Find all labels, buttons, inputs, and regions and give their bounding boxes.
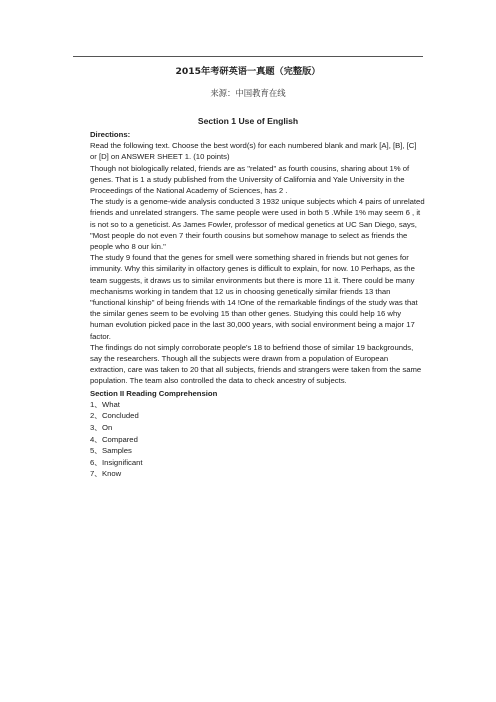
answer-item: 4、Compared <box>90 434 138 444</box>
answer-item: 1、What <box>90 399 120 409</box>
paragraph-4: The findings do not simply corroborate people's 18 to befriend those of similar 19 backgrounds, say the researchers. Though all the subjects were drawn from a population of European extraction, care was taken to 20 that all subjects, friends and strangers were taken from the same population. The team also controlled the data to check ancestry of subjects. <box>90 342 422 386</box>
directions-text: Read the following text. Choose the best word(s) for each numbered blank and mark [A], [B], [C] or [D] on ANSWER SHEET 1. (10 points) <box>90 141 417 162</box>
directions-label: Directions: <box>90 130 131 139</box>
answer-item: 7、Know <box>90 469 122 479</box>
section-2-heading: Section II Reading Comprehension <box>90 388 218 398</box>
answer-item: 2、Concluded <box>90 411 139 421</box>
header-rule <box>73 56 423 57</box>
answer-item: 5、Samples <box>90 446 132 456</box>
answer-item: 3、On <box>90 423 113 433</box>
paragraph-3: The study 9 found that the genes for smell were something shared in friends but not genes for immunity. Why this similarity in olfactory genes is difficult to explain, for now. 10 Perhaps, as the team suggests, it draws us to similar environments but there is more 11 it. There could be many mechanisms working in tandem that 12 us in choosing genetically similar friends 13 than "functional kinship" of being friends with 14 !One of the remarkable findings of the study was that the similar genes seem to be evolving 15 than other genes. Studying this could help 16 why human evolution picked pace in the last 30,000 years, with social environment being a major 17 factor. <box>90 253 418 341</box>
document-source: 来源：中国教育在线 <box>210 88 286 98</box>
document-title: 2015年考研英语一真题（完整版） <box>175 66 321 77</box>
section-1-heading: Section 1 Use of English <box>197 116 299 126</box>
paragraph-2: The study is a genome-wide analysis conducted 3 1932 unique subjects which 4 pairs of unrelated friends and unrelated strangers. The same people were used in both 5 .While 1% may seem 6 , it is not so to a geneticist. As James Fowler, professor of medical genetics at UC San Diego, says, "Most people do not even 7 their fourth cousins but somehow manage to select as friends the people who 8 our kin." <box>90 197 425 252</box>
answer-item: 6、Insignificant <box>90 457 143 467</box>
paragraph-1: Though not biologically related, friends are as "related" as fourth cousins, sharing about 1% of genes. That is 1 a study published from the University of California and Yale University in the Proceedings of the National Academy of Sciences, has 2 . <box>90 163 410 196</box>
answer-list <box>90 399 425 480</box>
document-body <box>90 129 425 480</box>
